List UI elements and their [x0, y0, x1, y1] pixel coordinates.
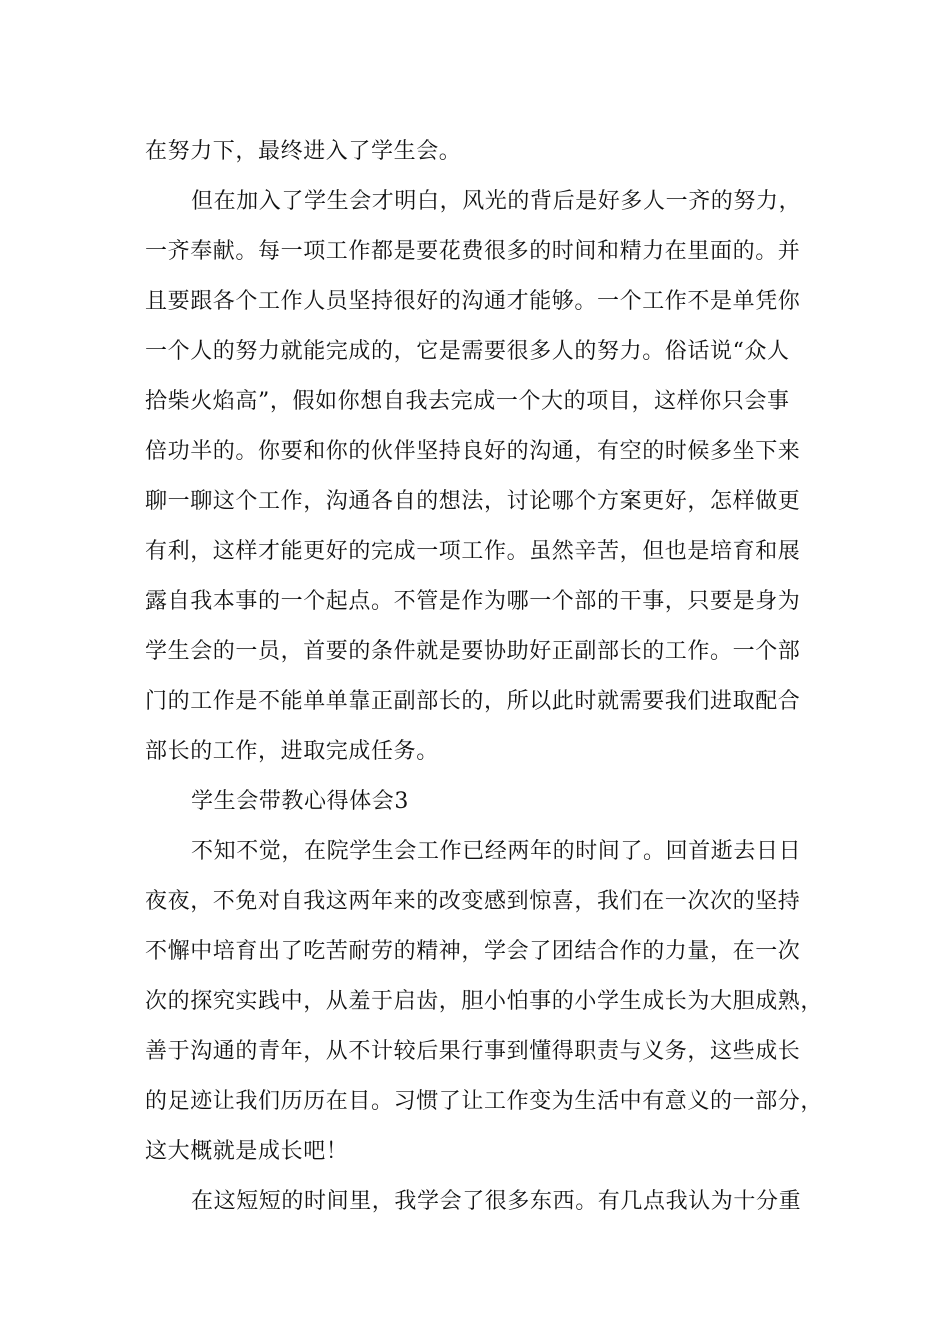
text-line: 露自我本事的一个起点。不管是作为哪一个部的干事，只要是身为	[145, 589, 801, 614]
paragraph-start-line: 不知不觉，在院学生会工作已经两年的时间了。回首逝去日日	[191, 839, 802, 864]
text-line: 学生会的一员，首要的条件就是要协助好正副部长的工作。一个部	[145, 639, 801, 664]
section-heading: 学生会带教心得体会3	[191, 789, 409, 814]
text-line: 夜夜，不免对自我这两年来的改变感到惊喜，我们在一次次的坚持	[145, 889, 801, 914]
text-line: 善于沟通的青年，从不计较后果行事到懂得职责与义务，这些成长	[145, 1039, 801, 1064]
text-line: 的足迹让我们历历在目。习惯了让工作变为生活中有意义的一部分，	[145, 1089, 824, 1114]
text-line: 有利，这样才能更好的完成一项工作。虽然辛苦，但也是培育和展	[145, 539, 801, 564]
text-line: 在努力下，最终进入了学生会。	[145, 139, 462, 164]
paragraph-start-line: 但在加入了学生会才明白，风光的背后是好多人一齐的努力，	[191, 189, 802, 214]
text-line: 且要跟各个工作人员坚持很好的沟通才能够。一个工作不是单凭你	[145, 289, 801, 314]
text-line: 这大概就是成长吧！	[145, 1139, 349, 1164]
text-line: 次的探究实践中，从羞于启齿，胆小怕事的小学生成长为大胆成熟，	[145, 989, 824, 1014]
text-line: 一齐奉献。每一项工作都是要花费很多的时间和精力在里面的。并	[145, 239, 801, 264]
text-line: 部长的工作，进取完成任务。	[145, 739, 439, 764]
text-line: 拾柴火焰高”，假如你想自我去完成一个大的项目，这样你只会事	[145, 389, 790, 414]
text-line: 不懈中培育出了吃苦耐劳的精神，学会了团结合作的力量，在一次	[145, 939, 801, 964]
paragraph-start-line: 在这短短的时间里，我学会了很多东西。有几点我认为十分重	[191, 1189, 802, 1214]
text-line: 一个人的努力就能完成的，它是需要很多人的努力。俗话说“众人	[145, 339, 790, 364]
text-line: 门的工作是不能单单靠正副部长的，所以此时就需要我们进取配合	[145, 689, 801, 714]
text-line: 聊一聊这个工作，沟通各自的想法，讨论哪个方案更好，怎样做更	[145, 489, 801, 514]
text-line: 倍功半的。你要和你的伙伴坚持良好的沟通，有空的时候多坐下来	[145, 439, 801, 464]
